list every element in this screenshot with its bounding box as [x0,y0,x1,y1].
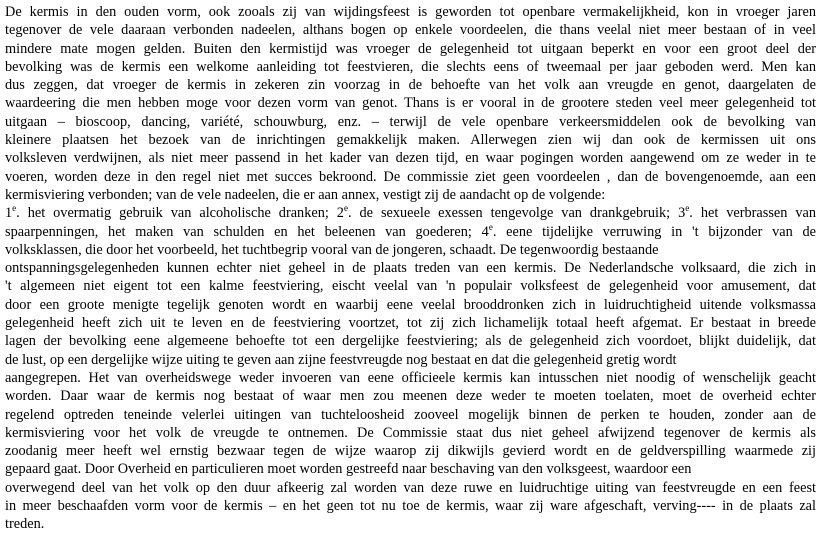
text-line: spaarpenningen, het maken van schulden en het beleenen van goederen; 4e. eene tijdelijke verruwing in 't bijzonder van de [5,221,816,240]
text-line: De kermis in den ouden vorm, ook zooals zij van wijdingsfeest is geworden tot openbare vermakelijkheid, kon in vroeger jaren [5,4,816,20]
text-line: treden. [5,516,45,533]
text-line: tegenover de vele daaraan verbonden nadeelen, althans bogen op enkele voordeelen, die thans veelal niet meer bestaan of in veel [5,22,816,39]
text-line: lagen der bevolking eene algemeene behoefte tot een dergelijke feestviering; als de gelegenheid zich voordoet, blijkt duidelijk, dat [5,333,816,350]
text-line: 1e. het overmatig gebruik van alcoholische dranken; 2e. de sexueele exessen tengevolge van drankgebruik; 3e. het verbrassen van [5,203,817,222]
text-line: dus zeggen, dat vroeger de kermis in zekeren zin voorzag in de behoefte van het volk aan vreugde en genot, daargelaten de [5,77,816,94]
text-line: mindere mate mogen gelden. Buiten den kermistijd was vroeger de gelegenheid tot uitgaan beperkt en voor een groot deel der [5,40,816,57]
text-line: worden. Daar waar de kermis nog bestaat of waar men zou meenen deze weder te moeten toelaten, moet de overheid echter [5,388,816,405]
text-line: de lust, op een dergelijke wijze uiting te geven aan zijne feestvreugde nog bestaat en dat die gelegenheid gretig wordt [5,351,677,368]
text-line: kermisviering voor het volk de vreugde te ontnemen. De Commissie staat dus niet geheel afwijzend tegenover de kermis als [5,424,816,441]
text-line: regelend optreden teneinde velerlei uitingen van tuchteloosheid zooveel mogelijk binnen de perken te houden, zonder aan de [5,406,816,423]
text-line: overwegend deel van het volk op den duur afkeerig zal worden van deze ruwe en luidruchtige uiting van feestvreugde en een feest [5,479,816,496]
text-line: ontspanningsgelegenheden kunnen echter niet geheel in de plaats treden van een kermis. De Nederlandsche volksaard, die zich in [5,260,816,277]
text-line: 't algemeen niet eigent tot een kalme feestviering, eischt veelal van 'n populair volksfeest de gelegenheid voor amusement, dat [5,278,816,295]
text-line: gelegenheid heeft zich uit te leven en de feestviering voortzet, tot zij zich lichamelijk totaal heeft afgemat. Er bestaat in breede [5,315,816,332]
text-line: kermisviering verbonden; van de vele nadeelen, die er aan annex, vestigt zij de aandacht op de volgende: [5,186,606,203]
text-line: volksleven verdwijnen, als niet meer passend in het kader van dezen tijd, en waar pogingen worden aangewend om ze weder in te [5,150,816,167]
text-line: kleinere plaatsen het bezoek van de inrichtingen gemakkelijk maken. Allerwegen zien wij dan ook de kermissen uit ons [5,132,816,149]
text-line: bevolking was de kermis een welkome aanleiding tot feestvieren, die slechts eens of tweemaal per jaar geboden werd. Men kan [5,58,816,75]
text-line: voeren, worden deze in den regel niet met succes bekroond. De commissie ziet geen voordeelen , dan de bovengenoemde, aan een [5,168,816,185]
text-line: volksklassen, die door het voorbeeld, het tuchtbegrip vooral van de jongeren, schaadt. De tegenwoordig bestaande [5,241,659,258]
text-line: zoodanig meer heeft wel ernstig bezwaar tegen de wijze waarop zij dikwijls gevierd wordt en de geldverspilling waarmede zij [5,443,816,460]
text-line: in meer beschaafden vorm voor de kermis – en het geen tot nu toe de kermis, waar zij ware afgeschaft, verving---- in de plaats zal [5,498,816,515]
text-line: aangegrepen. Het van overheidswege weder invoeren van eene officieele kermis kan intusschen niet noodig of wenschelijk geacht [5,369,816,386]
text-line: uitgaan – bioscoop, dancing, variété, schouwburg, enz. – terwijl de vele openbare verkeersmiddelen ook de bevolking van [5,113,816,130]
text-line: door een groote menigte tegelijk genoten wordt en waarbij eene veelal brooddronken zich in luidruchtigheid uitende volksmassa [5,296,816,313]
text-line: waardeering die men hebben moge voor dezen vorm van genot. Thans is er vooral in de grootere steden veel meer gelegenheid tot [5,95,816,112]
text-line: gepaard gaat. Door Overheid en particulieren moet worden gestreefd naar beschaving van den volksgeest, waardoor een [5,461,692,478]
